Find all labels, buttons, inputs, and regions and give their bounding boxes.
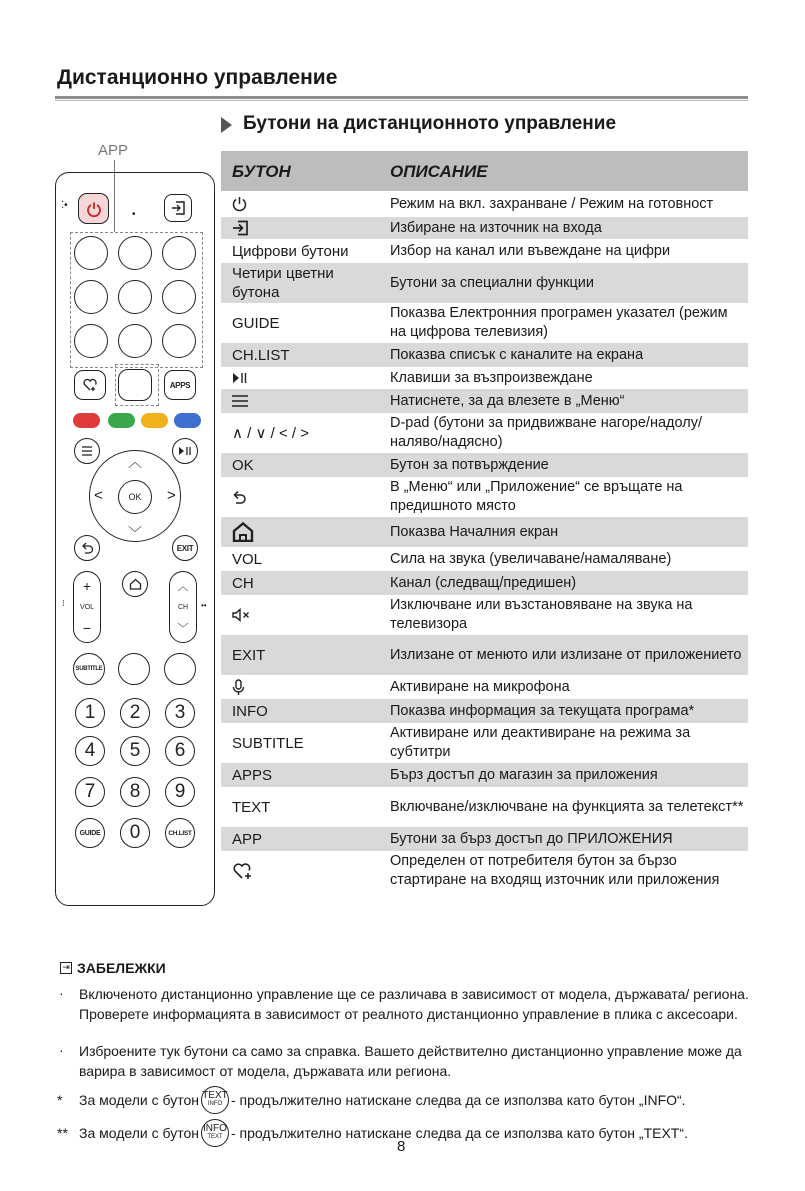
digit-button: 8	[120, 777, 150, 807]
footnote-prefix: За модели с бутон	[79, 1092, 199, 1108]
row-button-label: APP	[232, 830, 263, 848]
ch-label: CH	[177, 603, 189, 611]
row-button-label: CH	[232, 574, 254, 592]
digit-button: 7	[75, 777, 105, 807]
row-description: Включване/изключване на функцията за телетекст**	[390, 798, 744, 815]
title-rule	[55, 96, 748, 99]
row-description: Сила на звука (увеличаване/намаляване)	[390, 550, 672, 567]
ch-rocker	[169, 571, 197, 643]
footnote	[57, 1086, 757, 1114]
row-description: Режим на вкл. захранване / Режим на готовност	[390, 195, 714, 212]
header-button: БУТОН	[232, 161, 291, 181]
red-button	[73, 413, 100, 428]
ch-up-icon: ︿	[177, 581, 189, 593]
row-description: Показва Началния екран	[390, 523, 559, 540]
blue-button	[174, 413, 201, 428]
app-button	[118, 280, 152, 314]
notes-icon: ⇥	[60, 962, 72, 974]
app-button	[162, 324, 196, 358]
guide-button: GUIDE	[75, 818, 105, 848]
remote-blank-button	[164, 653, 196, 685]
ok-button: OK	[118, 480, 152, 514]
table-row	[221, 675, 748, 699]
vol-plus-icon: +	[82, 578, 92, 594]
footnote-prefix: За модели с бутон	[79, 1125, 199, 1141]
ch-down-icon: ﹀	[177, 623, 189, 635]
remote-blank-button	[118, 653, 150, 685]
row-button-label: ∧ / ∨ / < / >	[232, 424, 309, 442]
app-button	[162, 236, 196, 270]
vol-dots-icon: ⁝	[62, 598, 65, 608]
table-row	[221, 699, 748, 723]
note-text: Включеното дистанционно управление ще се различава в зависимост от модела, държавата/ региона. Проверете информацията в зависимост от реалното дистанционно управление в плика с аксесоари.	[79, 986, 749, 1022]
table-row	[221, 827, 748, 851]
row-description: Активиране или деактивиране на режима за субтитри	[390, 725, 691, 760]
table-row	[221, 453, 748, 477]
table-row	[221, 343, 748, 367]
row-description: Показва списък с каналите на екрана	[390, 346, 644, 363]
app-button	[118, 236, 152, 270]
section-heading: Бутони на дистанционното управление	[243, 113, 617, 134]
vol-minus-icon: −	[82, 620, 92, 636]
digit-button: 9	[165, 777, 195, 807]
table-row	[221, 595, 748, 635]
apps-button: APPS	[164, 370, 196, 400]
note-bullet: ·	[59, 1042, 64, 1058]
home-icon	[232, 522, 254, 542]
back-icon	[81, 542, 94, 554]
dpad-left-icon: <	[94, 487, 103, 504]
row-button-label: OK	[232, 456, 254, 474]
vol-rocker	[73, 571, 101, 643]
home-button	[122, 571, 148, 597]
menu-button	[74, 438, 100, 464]
play-pause-icon	[232, 372, 248, 384]
ch-dots-icon: ••	[201, 601, 207, 610]
digit-button: 4	[75, 736, 105, 766]
table-row	[221, 191, 748, 217]
table-row	[221, 763, 748, 787]
section-arrow-icon	[221, 117, 232, 133]
power-button	[78, 193, 109, 224]
title-rule-thin	[55, 100, 748, 101]
app-button	[118, 369, 152, 401]
row-description: Изключване или възстановяване на звука на телевизора	[390, 597, 693, 632]
footnote-text: - продължително натискане следва да се използва като бутон „INFO“.	[230, 1092, 686, 1108]
row-description: Определен от потребителя бутон за бързо стартиране на входящ източник или приложения	[390, 853, 720, 888]
dpad-up-icon: ︿	[128, 454, 142, 470]
table-row	[221, 635, 748, 675]
home-icon	[129, 578, 142, 590]
table-row	[221, 787, 748, 827]
green-button	[108, 413, 135, 428]
menu-icon	[232, 395, 248, 407]
notes-title: ЗАБЕЛЕЖКИ	[77, 960, 166, 976]
remote-illustration	[55, 172, 215, 906]
table-header	[221, 151, 748, 191]
row-description: Бутони за бърз достъп до ПРИЛОЖЕНИЯ	[390, 830, 673, 847]
app-button	[74, 324, 108, 358]
favorite-heart-icon	[82, 378, 98, 392]
row-button-label: VOL	[232, 550, 263, 568]
back-icon	[232, 490, 247, 504]
input-button	[164, 194, 192, 222]
app-callout-label: APP	[98, 142, 129, 159]
app-button	[118, 324, 152, 358]
favorite-button	[74, 370, 106, 400]
footnote	[57, 1119, 757, 1147]
digit-button: 2	[120, 698, 150, 728]
text-info-button-icon: TEXT INFO	[201, 1086, 229, 1114]
table-row	[221, 389, 748, 413]
power-icon	[232, 196, 247, 212]
row-button-label: CH.LIST	[232, 346, 290, 364]
app-button	[74, 280, 108, 314]
table-row	[221, 217, 748, 239]
row-description: Избор на канал или въвеждане на цифри	[390, 242, 671, 259]
row-button-label: APPS	[232, 766, 273, 784]
input-source-icon	[232, 220, 249, 236]
mic-dots-icon: ⁚•	[61, 200, 68, 211]
table-row	[221, 477, 748, 517]
row-description: Бърз достъп до магазин за приложения	[390, 766, 658, 783]
mute-icon	[232, 608, 250, 622]
exit-button: EXIT	[172, 535, 198, 561]
row-button-label: SUBTITLE	[232, 734, 304, 752]
row-description: Активиране на микрофона	[390, 678, 570, 695]
favorite-heart-icon	[232, 862, 254, 880]
table-row	[221, 303, 748, 343]
footnote-text: - продължително натискане следва да се използва като бутон „TEXT“.	[230, 1125, 688, 1141]
row-button-label: Цифрови бутони	[232, 242, 349, 260]
yellow-button	[141, 413, 168, 428]
microphone-icon	[232, 679, 245, 696]
button-table	[221, 151, 748, 891]
chlist-button: CH.LIST	[165, 818, 195, 848]
indicator-dot: •	[132, 209, 136, 220]
table-row	[221, 263, 748, 303]
row-description: D-pad (бутони за придвижване нагоре/надолу/ наляво/надясно)	[390, 415, 702, 450]
note-text: Изброените тук бутони са само за справка. Вашето действително дистанционно управление може да варира в зависимост от модела, държавата или региона.	[79, 1043, 742, 1079]
digit-button: 0	[120, 818, 150, 848]
table-row	[221, 547, 748, 571]
subtitle-button: SUBTITLE	[73, 653, 105, 685]
digit-button: 6	[165, 736, 195, 766]
row-description: Показва Електронния програмен указател (режим на цифрова телевизия)	[390, 305, 728, 340]
table-row	[221, 517, 748, 547]
footnote-marker: **	[57, 1125, 68, 1141]
input-source-icon	[171, 201, 185, 215]
play-pause-button	[172, 438, 198, 464]
info-text-button-icon: INFO TEXT	[201, 1119, 229, 1147]
table-row	[221, 413, 748, 453]
row-button-label: Четири цветни бутона	[232, 265, 334, 301]
row-description: Бутон за потвърждение	[390, 456, 549, 473]
row-button-label: INFO	[232, 702, 268, 720]
row-description: Показва информация за текущата програма*	[390, 702, 695, 719]
app-button	[162, 280, 196, 314]
row-description: Избиране на източник на входа	[390, 219, 602, 236]
dpad-right-icon: >	[167, 487, 176, 504]
row-description: Канал (следващ/предишен)	[390, 574, 577, 591]
table-row	[221, 571, 748, 595]
row-button-label: EXIT	[232, 646, 266, 664]
table-row	[221, 851, 748, 891]
row-button-label: GUIDE	[232, 314, 280, 332]
dpad-down-icon: ﹀	[128, 525, 142, 541]
power-icon	[86, 201, 102, 217]
digit-button: 5	[120, 736, 150, 766]
page-number: 8	[397, 1138, 406, 1155]
digit-button: 1	[75, 698, 105, 728]
row-description: Бутони за специални функции	[390, 274, 594, 291]
table-row	[221, 367, 748, 389]
menu-icon	[81, 446, 93, 456]
back-button	[74, 535, 100, 561]
app-button	[74, 236, 108, 270]
row-description: Натиснете, за да влезете в „Меню“	[390, 392, 625, 409]
vol-label: VOL	[79, 603, 94, 611]
row-description: Излизане от менюто или излизане от приложението	[390, 646, 742, 663]
row-description: В „Меню“ или „Приложение“ се връщате на предишното място	[390, 479, 683, 514]
play-pause-icon	[178, 446, 192, 456]
page-title: Дистанционно управление	[57, 66, 338, 89]
table-row	[221, 239, 748, 263]
row-button-label: TEXT	[232, 798, 271, 816]
digit-button: 3	[165, 698, 195, 728]
row-description: Клавиши за възпроизвеждане	[390, 369, 593, 386]
header-description: ОПИСАНИЕ	[390, 161, 488, 181]
note-bullet: ·	[59, 985, 64, 1001]
footnote-marker: *	[57, 1092, 63, 1108]
table-row	[221, 723, 748, 763]
